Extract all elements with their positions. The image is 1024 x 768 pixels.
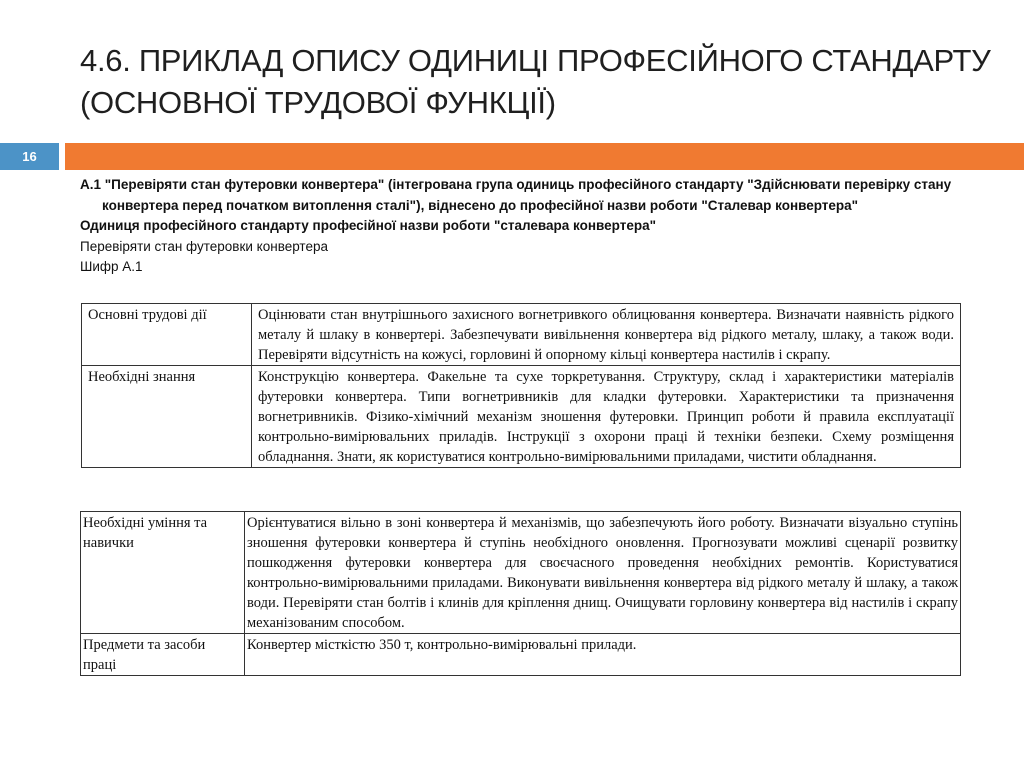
row-text: Оцінювати стан внутрішнього захисного вогнетривкого облицювання конвертера. Визначати наявність рідкого металу й шлаку в конвертері. Забезпечувати вивільнення конвертера від рідкого металу, шлаку, а також води. Перевіряти відсутність на кожусі, горловині й опорному кільці конвертера настилів і скрапу. (252, 304, 961, 366)
function-name: Перевіряти стан футеровки конвертера (80, 238, 328, 254)
row-label: Основні трудові дії (82, 304, 252, 366)
standard-table-upper (81, 303, 961, 468)
unit-subheading: Одиниця професійного стандарту професійної назви роботи "сталевара конвертера" (80, 218, 656, 233)
row-text: Конструкцію конвертера. Факельне та сухе торкретування. Структуру, склад і характеристики матеріалів футеровки конвертера. Типи вогнетривників для кладки футеровки. Характеристики та призначення вогнетривників. Фізико-хімічний механізм зношення футеровки. Принцип роботи й правила експлуатації контрольно-вимірювальних приладів. Інструкції з охорони праці й техніки безпеки. Схему розміщення обладнання. Знати, як користуватися контрольно-вимірювальними приладами, чистити обладнання. (252, 366, 961, 468)
table-row (81, 512, 961, 634)
table-row (82, 366, 961, 468)
accent-divider-bar (65, 143, 1024, 170)
table-row (81, 634, 961, 676)
standard-table-lower (80, 511, 961, 676)
slide-title (80, 40, 991, 124)
code-label: Шифр А.1 (80, 259, 143, 274)
row-label: Необхідні знання (82, 366, 252, 468)
table-row (82, 304, 961, 366)
row-label: Предмети та засоби праці (81, 634, 245, 676)
row-label: Необхідні уміння та навички (81, 512, 245, 634)
slide-title-line-2: (ОСНОВНОЇ ТРУДОВОЇ ФУНКЦІЇ) (80, 85, 556, 120)
row-text: Конвертер місткістю 350 т, контрольно-вимірювальні прилади. (245, 634, 961, 676)
slide-number-badge: 16 (0, 143, 59, 170)
intro-block (80, 175, 980, 278)
unit-heading-a1: А.1 "Перевіряти стан футеровки конвертера" (інтегрована група одиниць професійного стандарту "Здійснювати перевірку стану конвертера перед початком витоплення сталі"), віднесено до професійної назви роботи "Сталевар конвертера" (80, 177, 952, 213)
row-text: Орієнтуватися вільно в зоні конвертера й механізмів, що забезпечують його роботу. Визначати візуально ступінь зношення футеровки конвертера й ступінь необхідного оновлення. Прогнозувати можливі сценарії розвитку пошкодження футеровки конвертера для своєчасного проведення необхідних ремонтів. Користуватися контрольно-вимірювальними приладами. Виконувати вивільнення конвертера від рідкого металу й шлаку, а також води. Перевіряти стан болтів і клинів для кріплення днищ. Очищувати горловину конвертера від настилів і скрапу механізованим способом. (245, 512, 961, 634)
slide-title-line-1: 4.6. ПРИКЛАД ОПИСУ ОДИНИЦІ ПРОФЕСІЙНОГО СТАНДАРТУ (80, 43, 991, 78)
